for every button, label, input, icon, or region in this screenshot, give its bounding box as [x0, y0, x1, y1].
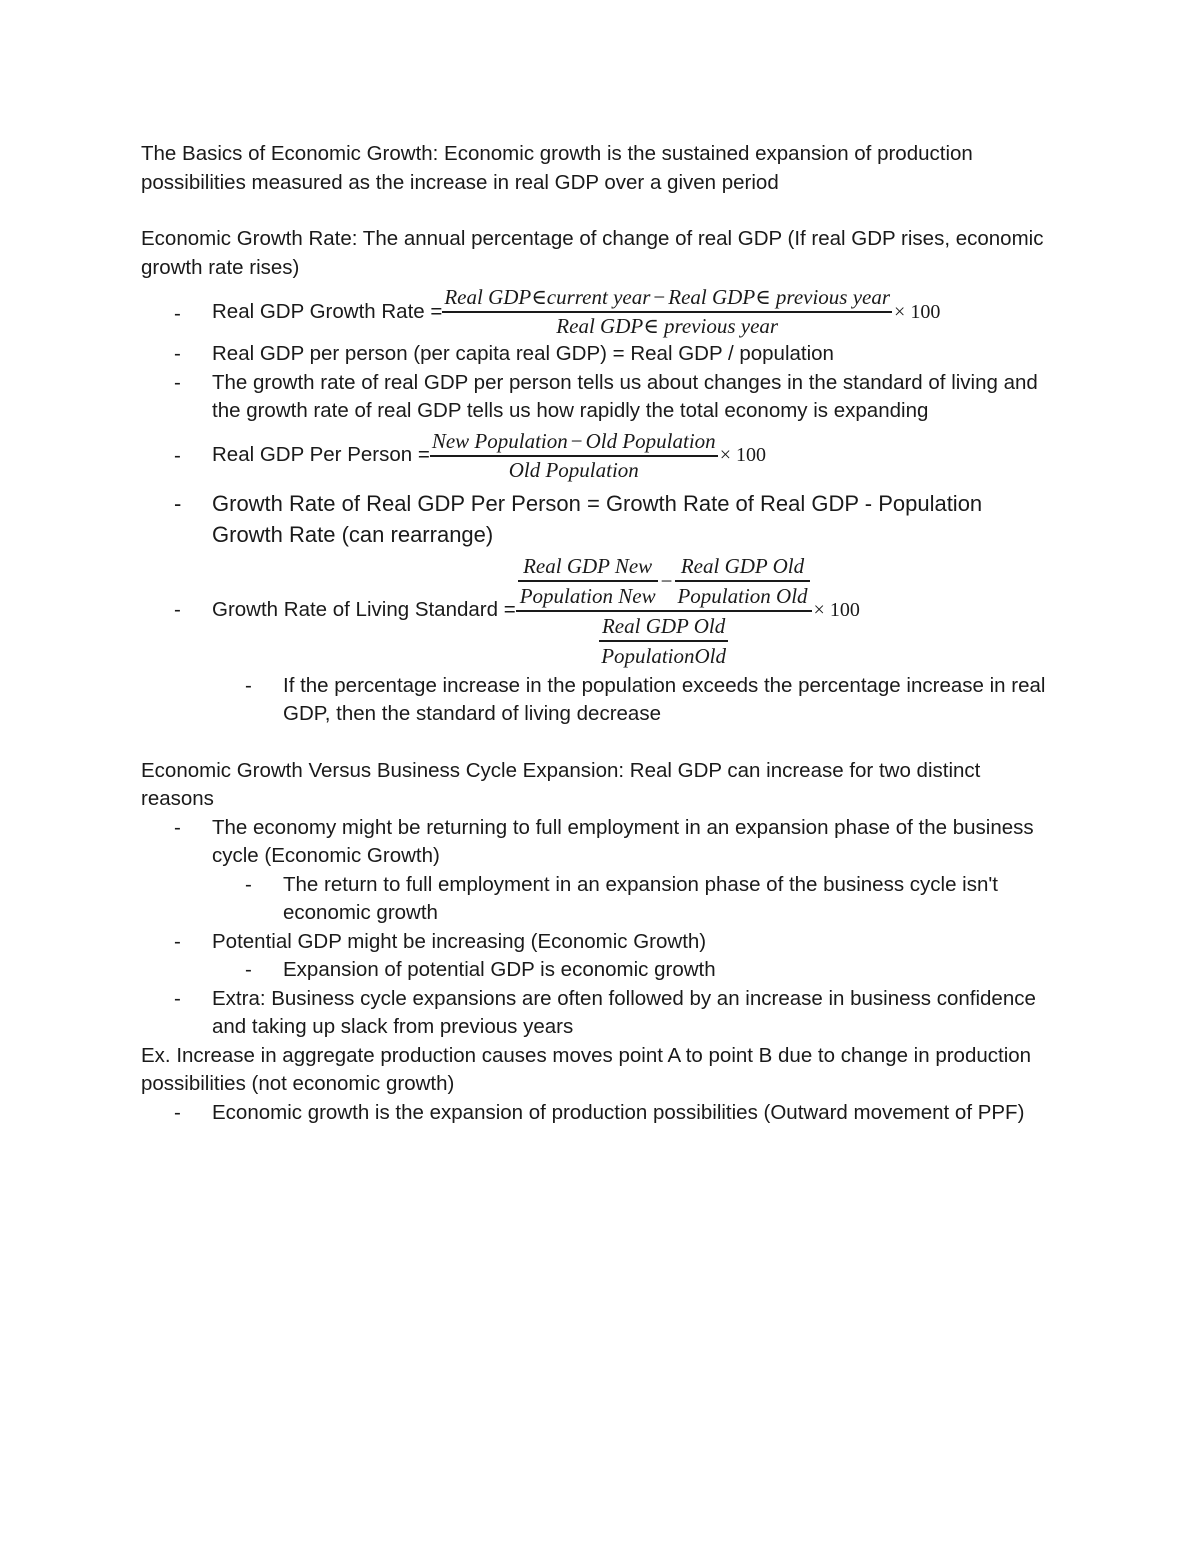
minus-sign: −	[660, 568, 673, 593]
fraction-numerator: Real GDP New	[523, 553, 653, 578]
fraction-denominator: Population Old	[677, 583, 808, 608]
bullet-dash: -	[174, 370, 181, 394]
list-item-text: Growth Rate of Real GDP Per Person = Growth Rate of Real GDP - Population Growth Rate (can rearrange)	[212, 490, 983, 547]
formula-label: Growth Rate of Living Standard =	[212, 598, 516, 622]
fraction-numerator: Real GDP Old	[601, 613, 726, 638]
fraction-numerator	[430, 428, 718, 455]
times-100: × 100	[813, 599, 860, 622]
fraction-numerator: Real GDP Old	[680, 553, 805, 578]
bullet-dash: -	[245, 958, 252, 981]
fraction	[430, 428, 718, 484]
sub-list-item-text: Expansion of potential GDP is economic growth	[283, 958, 716, 981]
formula-real-gdp-per-person	[141, 428, 1051, 484]
fraction	[442, 284, 892, 340]
minus-sign: −	[653, 285, 666, 309]
bullet-dash: -	[174, 929, 181, 953]
bullet-dash: -	[174, 1100, 181, 1124]
list-item-text: Real GDP per person (per capita real GDP) = Real GDP / population	[212, 342, 834, 365]
fraction-old-denominator	[599, 612, 728, 670]
bullet-dash: -	[245, 673, 252, 697]
bullet-dash: -	[174, 597, 181, 621]
times-100: × 100	[719, 444, 766, 467]
fraction-denominator: Old Population	[508, 457, 639, 482]
sub-list-item	[141, 871, 1051, 928]
list-item-text: Potential GDP might be increasing (Economic Growth)	[212, 929, 707, 953]
formula-label: Real GDP Per Person =	[212, 443, 430, 467]
list-item-text: Economic growth is the expansion of production possibilities (Outward movement of PPF)	[212, 1100, 1025, 1124]
bullet-dash: -	[174, 302, 181, 325]
formula-label: Real GDP Growth Rate =	[212, 299, 443, 323]
formula-growth-rate-living-standard	[141, 552, 1051, 670]
bullet-dash: -	[174, 815, 181, 839]
list-item-text: Extra: Business cycle expansions are often followed by an increase in business confidence and taking up slack from previous years	[212, 986, 1036, 1038]
list-item-text: The growth rate of real GDP per person tells us about changes in the standard of living and the growth rate of real GDP tells us how rapidly the total economy is expanding	[212, 370, 1038, 422]
list-item	[141, 985, 1051, 1042]
sub-list-item-text: If the percentage increase in the population exceeds the percentage increase in real GDP, then the standard of living decrease	[283, 673, 1046, 725]
compound-numerator	[516, 552, 812, 610]
fraction-denominator: Population New	[519, 583, 656, 608]
compound-denominator	[597, 612, 730, 670]
paragraph-growth-rate: Economic Growth Rate: The annual percentage of change of real GDP (If real GDP rises, economic growth rate rises)	[141, 227, 1044, 279]
fraction-denominator: Real GDP∈ previous year	[556, 314, 779, 338]
bullet-dash: -	[174, 986, 181, 1010]
list-item	[141, 340, 1051, 369]
paragraph-example: Ex. Increase in aggregate production causes moves point A to point B due to change in production possibilities (not economic growth)	[141, 1043, 1032, 1095]
compound-fraction	[516, 552, 812, 670]
bullet-dash: -	[245, 872, 252, 896]
fraction-denominator: PopulationOld	[601, 643, 727, 668]
fraction-new	[518, 552, 658, 610]
paragraph-versus: Economic Growth Versus Business Cycle Expansion: Real GDP can increase for two distinct reasons	[141, 758, 981, 810]
list-item-text: The economy might be returning to full employment in an expansion phase of the business cycle (Economic Growth)	[212, 815, 1034, 867]
list-item	[141, 369, 1051, 426]
numerator-term-a: Real GDP∈current year	[444, 285, 651, 309]
paragraph-basics: The Basics of Economic Growth: Economic growth is the sustained expansion of production possibilities measured as the increase in real GDP over a given period	[141, 142, 973, 194]
numerator-term-b: Real GDP∈ previous year	[668, 285, 891, 309]
sub-list-item-text: The return to full employment in an expansion phase of the business cycle isn't economic growth	[283, 872, 998, 924]
sub-list-item	[141, 956, 1051, 985]
numerator-term-b: Old Population	[585, 428, 716, 453]
document-page	[141, 140, 1051, 1127]
fraction-numerator	[442, 284, 892, 311]
fraction-old	[675, 552, 809, 610]
numerator-term-a: New Population	[431, 428, 568, 453]
minus-sign: −	[570, 428, 583, 453]
formula-real-gdp-growth-rate	[141, 284, 1051, 340]
sub-list-item	[141, 672, 1051, 729]
bullet-dash: -	[174, 490, 182, 516]
list-item	[141, 488, 1051, 550]
list-item	[141, 1099, 1051, 1128]
bullet-dash: -	[174, 342, 181, 365]
list-item	[141, 928, 1051, 957]
list-item	[141, 814, 1051, 871]
times-100: × 100	[894, 300, 941, 323]
bullet-dash: -	[174, 443, 181, 467]
